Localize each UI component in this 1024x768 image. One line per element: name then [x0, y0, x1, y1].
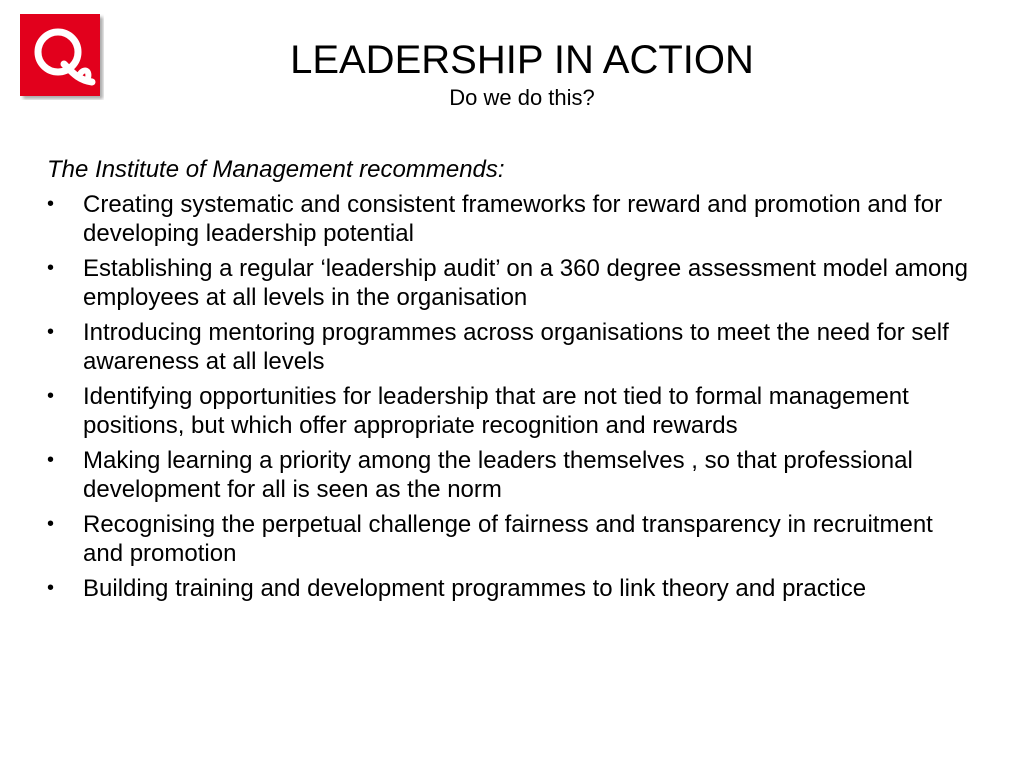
- bullet-icon: •: [47, 321, 55, 343]
- bullet-icon: •: [47, 449, 55, 471]
- list-item: [47, 510, 977, 568]
- list-item: [47, 190, 977, 248]
- list-item-text: Recognising the perpetual challenge of fairness and transparency in recruitment and promotion: [83, 511, 933, 567]
- list-item-text: Making learning a priority among the leaders themselves , so that professional development for all is seen as the norm: [83, 447, 913, 503]
- list-item: [47, 382, 977, 440]
- list-item: [47, 574, 977, 603]
- list-item-text: Creating systematic and consistent frameworks for reward and promotion and for developing leadership potential: [83, 191, 943, 247]
- list-item-text: Introducing mentoring programmes across organisations to meet the need for self awareness at all levels: [83, 319, 949, 375]
- list-item: [47, 446, 977, 504]
- bullet-icon: •: [47, 257, 55, 279]
- list-item-text: Building training and development programmes to link theory and practice: [83, 575, 867, 602]
- list-item: [47, 318, 977, 376]
- list-item-text: Establishing a regular ‘leadership audit’ on a 360 degree assessment model among employees at all levels in the organisation: [83, 255, 968, 311]
- bullet-icon: •: [47, 385, 55, 407]
- header: [0, 36, 1024, 112]
- page-subtitle: Do we do this?: [449, 85, 595, 110]
- recommendations-list: [47, 190, 977, 603]
- list-item-text: Identifying opportunities for leadership that are not tied to formal management positions, but which offer appropriate recognition and rewards: [83, 383, 909, 439]
- intro-text: The Institute of Management recommends:: [47, 156, 505, 183]
- page-title: LEADERSHIP IN ACTION: [290, 38, 754, 82]
- list-item: [47, 254, 977, 312]
- bullet-icon: •: [47, 513, 55, 535]
- bullet-icon: •: [47, 193, 55, 215]
- slide-body: [47, 155, 977, 609]
- bullet-icon: •: [47, 577, 55, 599]
